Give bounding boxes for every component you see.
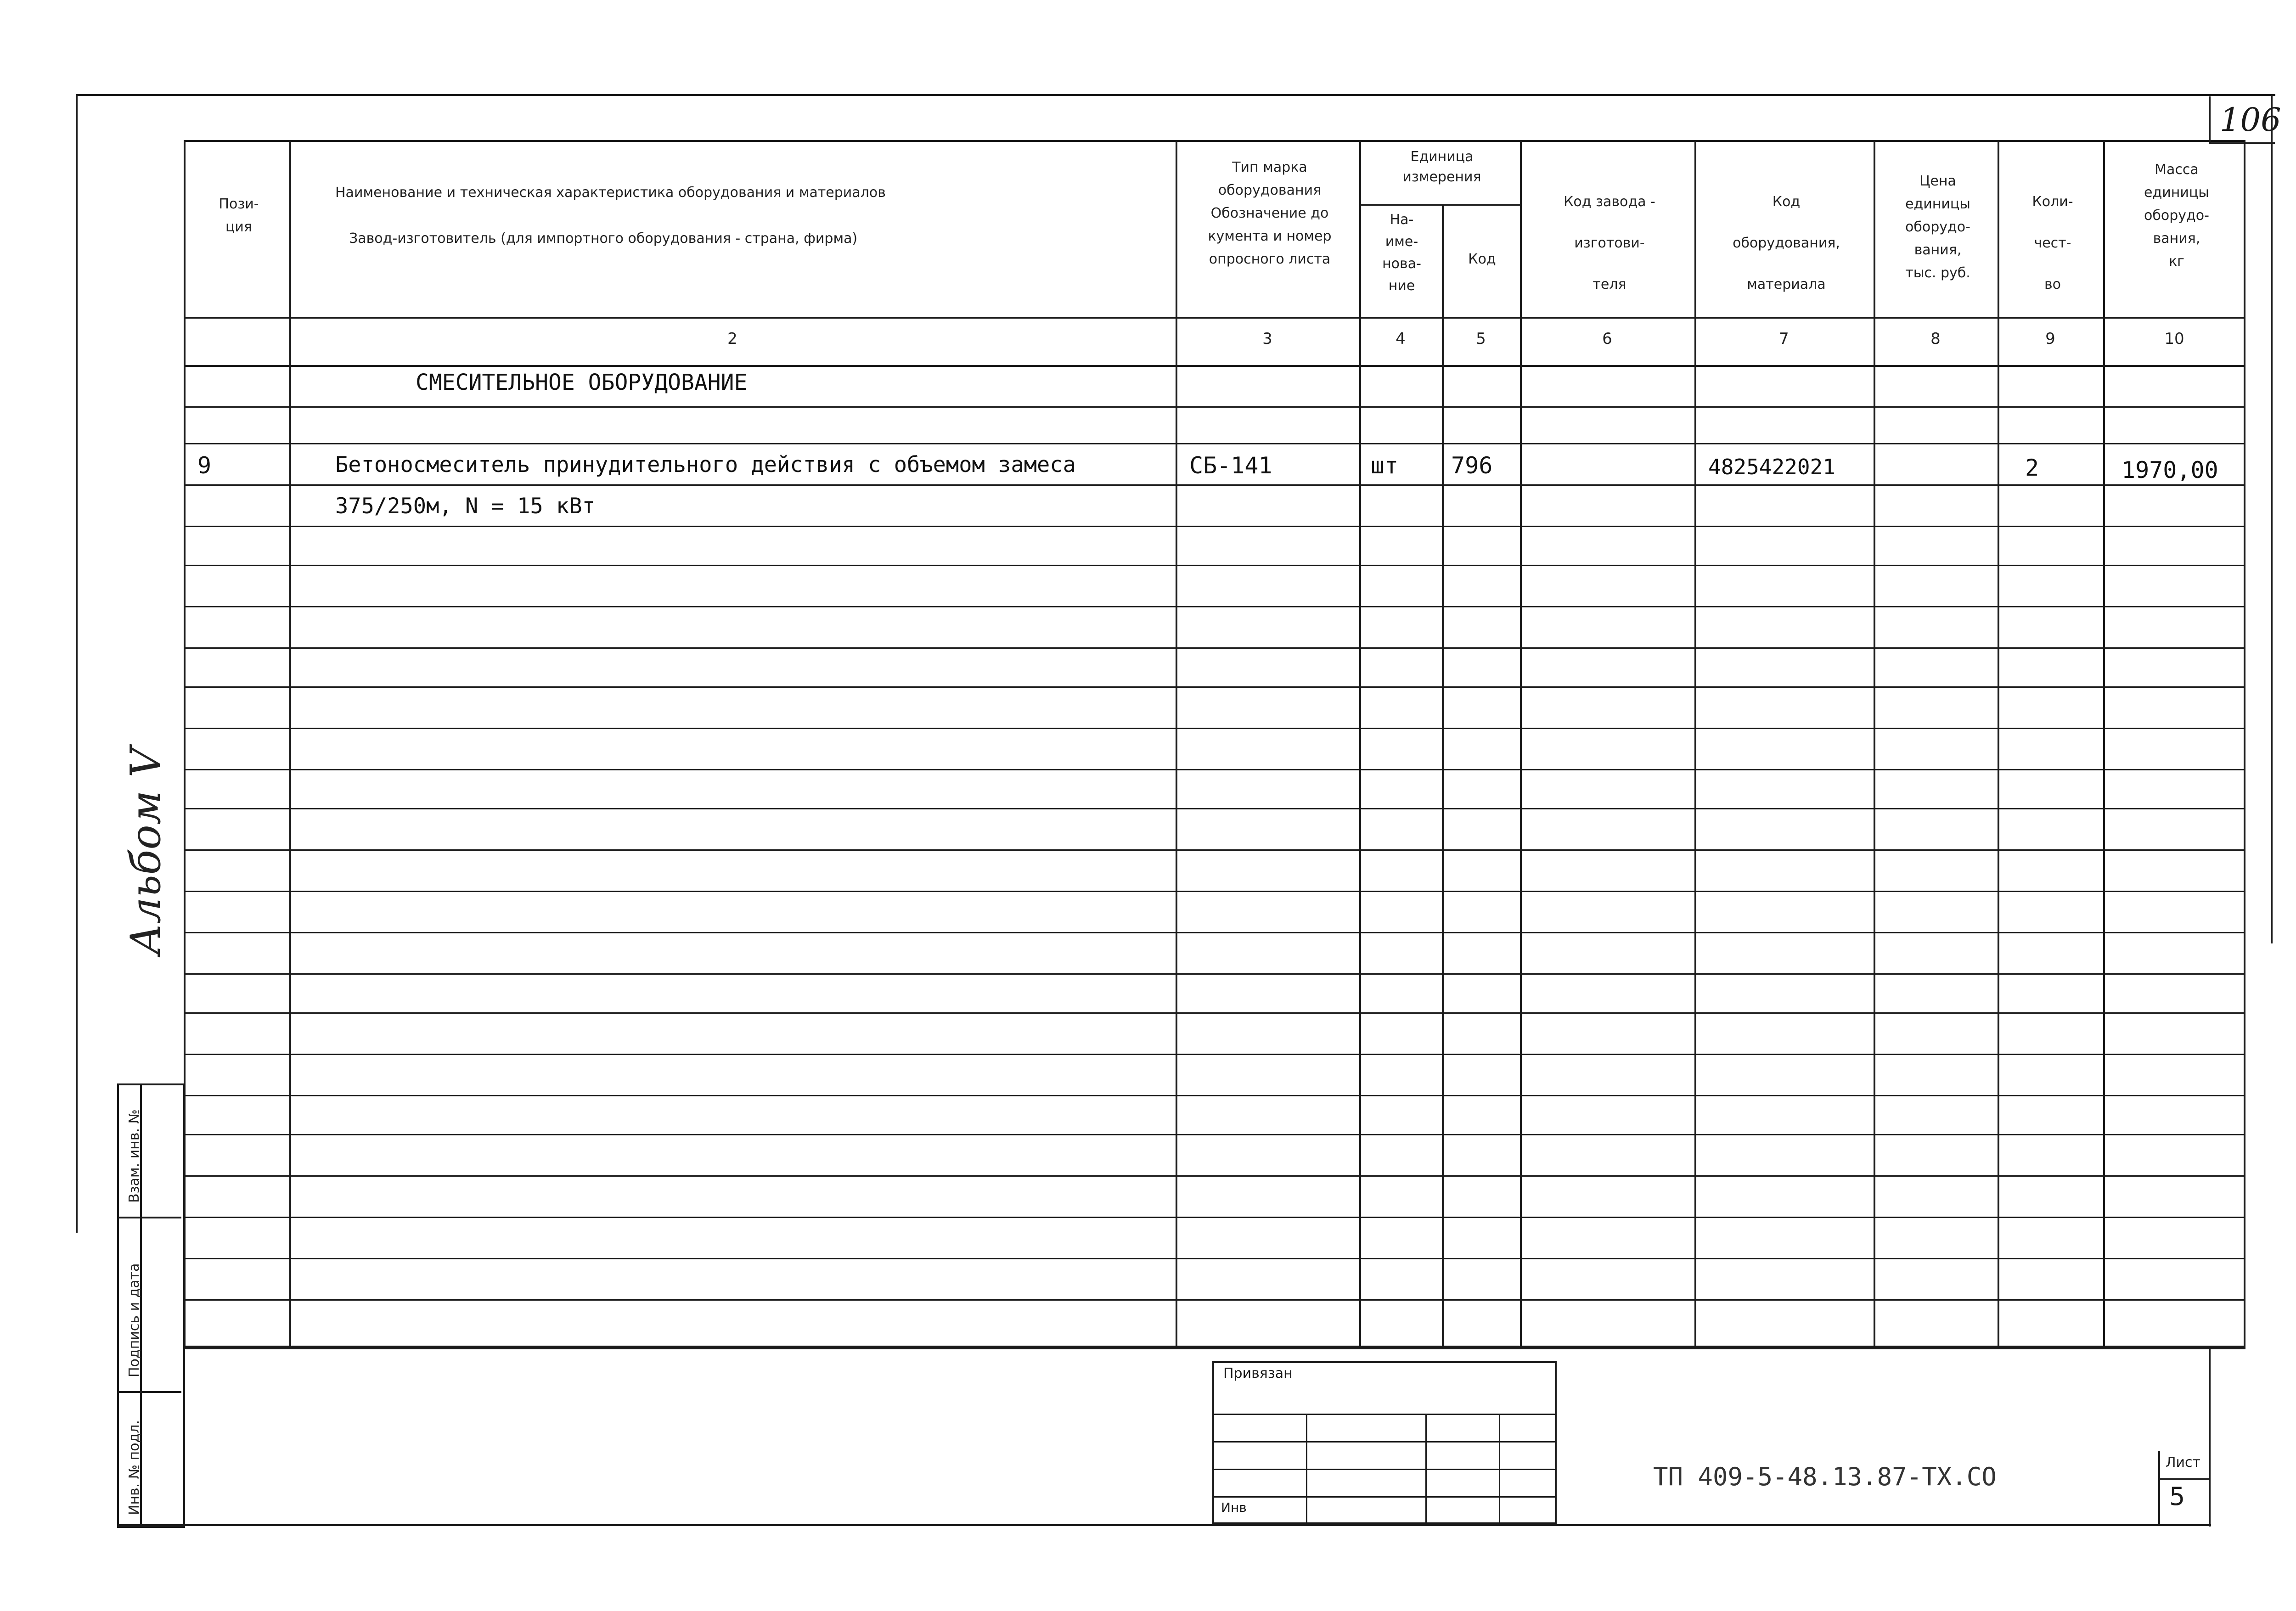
privyazan-line <box>1214 1469 1557 1470</box>
album-label: Альбом V <box>122 747 170 955</box>
col-line <box>1694 140 1696 1347</box>
privyazan-vline <box>1306 1414 1307 1524</box>
table-row-line <box>184 484 2245 486</box>
privyazan-box <box>1212 1361 1557 1524</box>
sheet-label: Лист <box>2166 1454 2201 1471</box>
table-row-line <box>184 1299 2245 1301</box>
table-row-line <box>184 1217 2245 1218</box>
table-row-line <box>184 808 2245 809</box>
colnum-7: 7 <box>1779 330 1789 348</box>
sheet-divider <box>2160 1478 2211 1480</box>
col-line <box>2103 140 2105 1347</box>
unit-header-divider <box>1359 204 1520 206</box>
side-stamp-vzam: Взам. инв. № <box>126 1109 142 1203</box>
colnum-8: 8 <box>1930 330 1941 348</box>
frame-top <box>76 94 2275 96</box>
col-line <box>289 140 291 1347</box>
table-row-line <box>184 728 2245 729</box>
row-position: 9 <box>197 452 212 479</box>
table-row-line <box>184 1134 2245 1135</box>
table-row-line <box>184 891 2245 892</box>
colnum-10: 10 <box>2164 330 2184 348</box>
table-row-line <box>184 565 2245 566</box>
row-equipment-code: 4825422021 <box>1708 455 1835 479</box>
col-line <box>1176 140 1177 1347</box>
row-mass: 1970,00 <box>2122 457 2218 483</box>
table-row-line <box>184 526 2245 527</box>
hdr-col7: Код оборудования, материала <box>1733 194 1840 292</box>
row-unit: шт <box>1371 452 1399 479</box>
privyazan-vline <box>1425 1414 1427 1524</box>
privyazan-line <box>1214 1496 1557 1498</box>
doc-code: ТП 409-5-48.13.87-ТХ.СО <box>1653 1462 1997 1491</box>
row-type: СБ-141 <box>1189 452 1272 479</box>
table-row-line <box>184 1258 2245 1259</box>
table-row-line <box>184 1095 2245 1096</box>
table-row-line <box>184 932 2245 933</box>
hdr-col4: На- име- нова- ние <box>1382 212 1421 294</box>
side-stamp-divider <box>117 1391 181 1393</box>
privyazan-label: Привязан <box>1223 1365 1293 1381</box>
privyazan-line <box>1214 1414 1557 1415</box>
row-quantity: 2 <box>2025 455 2039 481</box>
table-row-line <box>184 769 2245 770</box>
row-name: Бетоносмеситель принудительного действия с объемом замеса <box>335 452 1076 477</box>
hdr-col2-line1: Наименование и техническая характеристика оборудования и материалов <box>335 185 886 201</box>
side-stamp-inv: Инв. № подл. <box>126 1420 142 1515</box>
hdr-col2-line2: Завод-изготовитель (для импортного оборудования - страна, фирма) <box>349 230 858 247</box>
sheet-box <box>2158 1451 2211 1524</box>
page-number-box <box>2209 96 2281 144</box>
hdr-col9: Коли- чест- во <box>2032 194 2073 292</box>
frame-right <box>2271 94 2273 943</box>
sheet-number: 5 <box>2169 1482 2185 1511</box>
col-line <box>1998 140 1999 1347</box>
side-stamp-divider <box>117 1217 181 1218</box>
col-line <box>1874 140 1875 1347</box>
hdr-col45-top: Единица измерения <box>1402 149 1481 185</box>
page-number: 106 <box>2220 101 2281 139</box>
title-block-top <box>184 1347 2245 1349</box>
hdr-col6: Код завода - изготови- теля <box>1564 194 1655 292</box>
row-unit-code: 796 <box>1451 452 1493 479</box>
table-row-line <box>184 1012 2245 1014</box>
table-row-line <box>184 686 2245 688</box>
table-row-line <box>184 1175 2245 1177</box>
hdr-col3: Тип марка оборудования Обозначение до кумента и номер опросного листа <box>1208 159 1332 267</box>
colnum-9: 9 <box>2045 330 2055 348</box>
col-line <box>1359 140 1361 1347</box>
table-row-line <box>184 647 2245 649</box>
privyazan-vline <box>1499 1414 1500 1524</box>
colnum-6: 6 <box>1602 330 1612 348</box>
row-name-cont: 375/250м, N = 15 кВт <box>335 494 595 519</box>
privyazan-line <box>1214 1441 1557 1443</box>
side-stamp-podpis: Подпись и дата <box>126 1263 142 1377</box>
hdr-col5: Код <box>1468 251 1496 267</box>
colnum-2: 2 <box>727 330 737 348</box>
colnum-3: 3 <box>1262 330 1272 348</box>
table-row-line <box>184 406 2245 408</box>
frame-left <box>76 94 78 1233</box>
header-bottom <box>184 317 2245 319</box>
colnum-5: 5 <box>1476 330 1486 348</box>
table-row-line <box>184 973 2245 975</box>
hdr-col10: Масса единицы оборудо- вания, кг <box>2144 162 2209 269</box>
col-line <box>1520 140 1522 1347</box>
spec-table <box>184 140 2245 1347</box>
table-row-line <box>184 1054 2245 1055</box>
hdr-col1: Пози- ция <box>219 196 259 235</box>
table-row-line <box>184 443 2245 444</box>
colnum-bottom <box>184 365 2245 367</box>
table-row-line <box>184 606 2245 607</box>
title-block-bottom <box>117 1524 2211 1526</box>
colnum-4: 4 <box>1396 330 1406 348</box>
section-title: СМЕСИТЕЛЬНОЕ ОБОРУДОВАНИЕ <box>416 370 748 395</box>
table-row-line <box>184 849 2245 851</box>
inv-label: Инв <box>1221 1500 1247 1515</box>
hdr-col8: Цена единицы оборудо- вания, тыс. руб. <box>1905 173 1970 281</box>
